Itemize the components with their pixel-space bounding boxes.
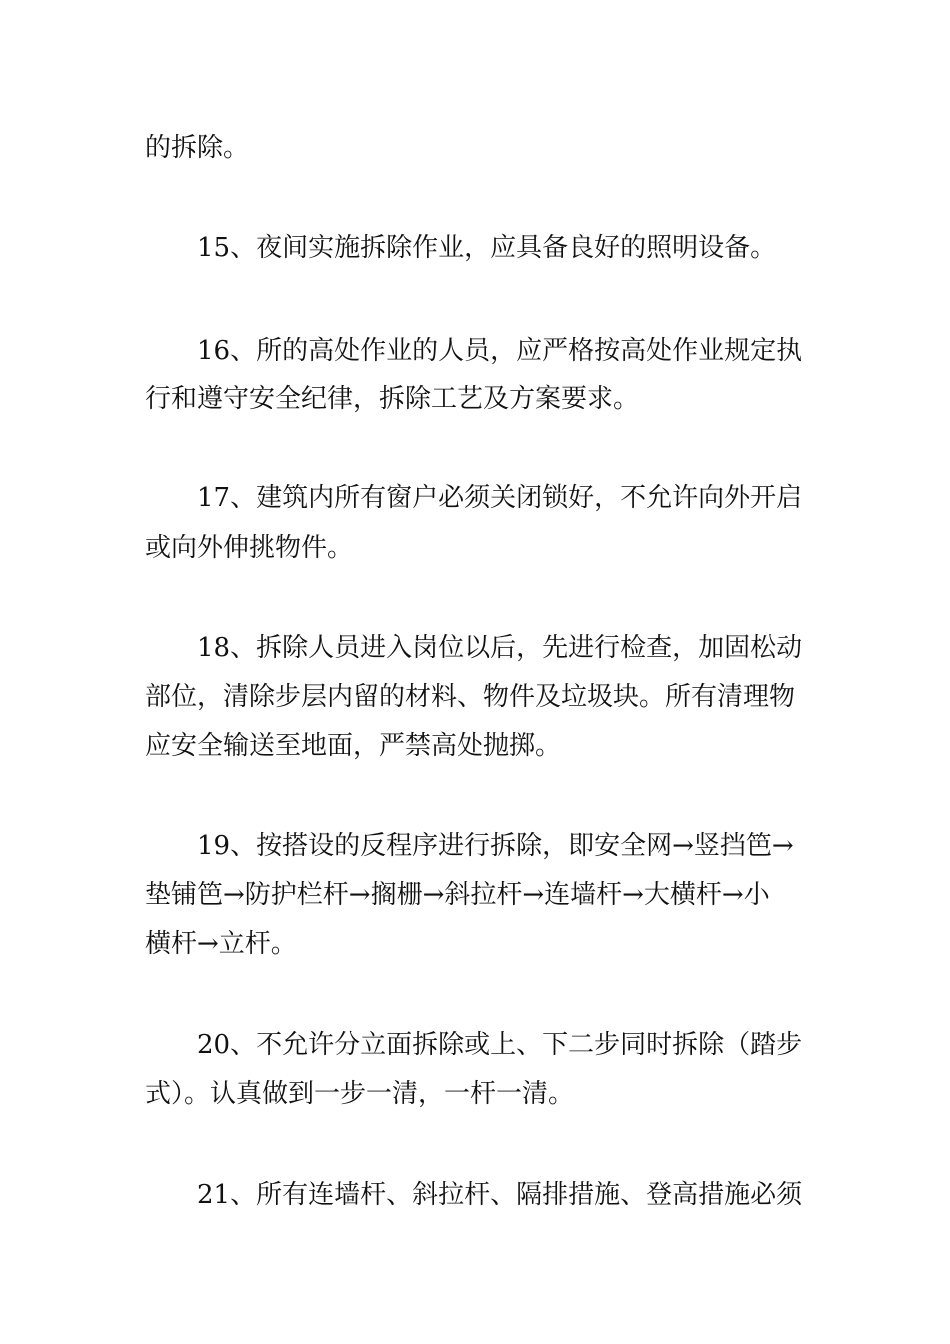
- text-line: 16、所的高处作业的人员，应严格按高处作业规定执: [197, 336, 803, 366]
- text-line: 20、不允许分立面拆除或上、下二步同时拆除（踏步: [197, 1030, 803, 1060]
- text-line: 18、拆除人员进入岗位以后，先进行检查，加固松动: [197, 633, 803, 663]
- text-line: 15、夜间实施拆除作业，应具备良好的照明设备。: [197, 233, 777, 263]
- text-line: 横杆→立杆。: [145, 929, 297, 959]
- text-line: 行和遵守安全纪律，拆除工艺及方案要求。: [145, 384, 640, 414]
- text-line: 或向外伸挑物件。: [145, 533, 354, 563]
- text-line: 式）。认真做到一步一清，一杆一清。: [145, 1079, 575, 1109]
- text-line: 的拆除。: [145, 133, 250, 163]
- text-line: 19、按搭设的反程序进行拆除，即安全网→竖挡笆→: [197, 831, 794, 861]
- text-line: 垫铺笆→防护栏杆→搁栅→斜拉杆→连墙杆→大横杆→小: [145, 880, 770, 910]
- text-line: 应安全输送至地面，严禁高处抛掷。: [145, 731, 562, 761]
- text-line: 17、建筑内所有窗户必须关闭锁好，不允许向外开启: [197, 483, 803, 513]
- text-line: 21、所有连墙杆、斜拉杆、隔排措施、登高措施必须: [197, 1180, 803, 1210]
- text-line: 部位，清除步层内留的材料、物件及垃圾块。所有清理物: [145, 682, 796, 712]
